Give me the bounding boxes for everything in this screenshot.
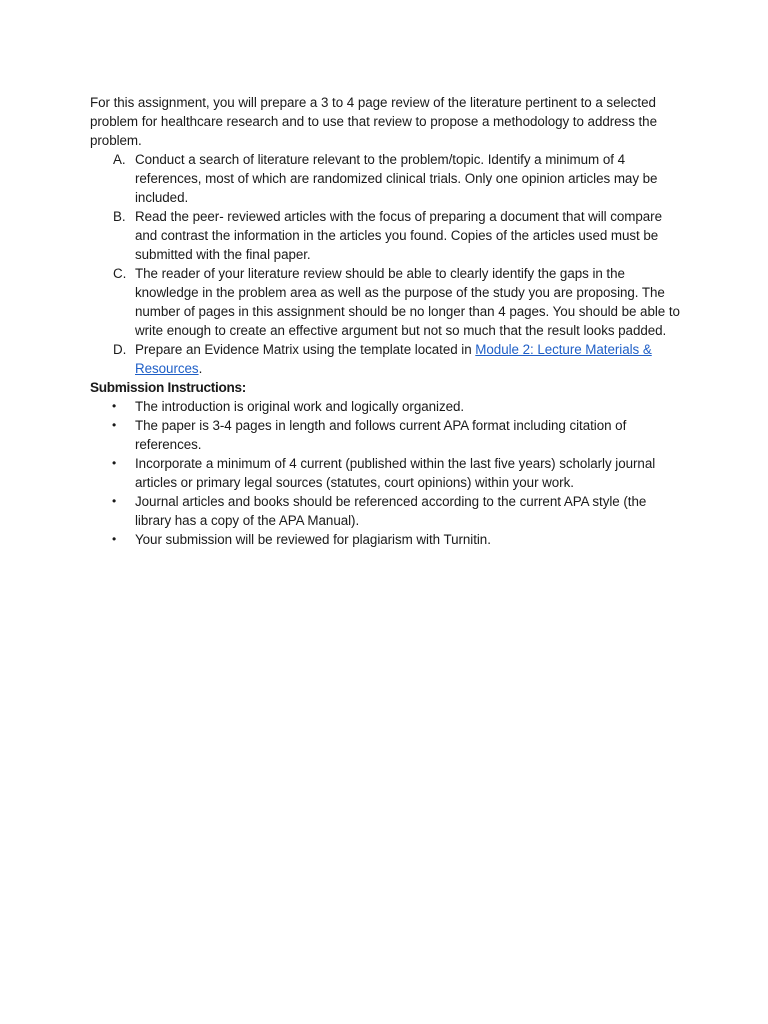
step-text-after-link: . (198, 361, 203, 376)
step-marker: B. (113, 209, 126, 224)
list-item (90, 416, 680, 454)
bullet-icon: • (112, 399, 117, 413)
step-marker: D. (113, 342, 127, 357)
step-text-before-link: Prepare an Evidence Matrix using the template located in (135, 342, 476, 357)
step-marker: A. (113, 152, 126, 167)
list-item-text: Your submission will be reviewed for plagiarism with Turnitin. (135, 532, 491, 547)
submission-instructions-heading: Submission Instructions: (90, 380, 246, 395)
list-item (90, 397, 680, 416)
bullet-icon: • (112, 532, 117, 546)
list-item-text: Incorporate a minimum of 4 current (published within the last five years) scholarly journal articles or primary legal sources (statutes, court opinions) within your work. (135, 456, 656, 490)
list-item-text: The paper is 3-4 pages in length and follows current APA format including citation of references. (135, 418, 627, 452)
step-item-d (90, 340, 680, 378)
bullet-icon: • (112, 494, 117, 508)
list-item (90, 454, 680, 492)
step-item-c (90, 264, 680, 340)
bullet-icon: • (112, 456, 117, 470)
list-item-text: The introduction is original work and logically organized. (135, 399, 465, 414)
submission-instructions-list (90, 397, 680, 549)
document-page (90, 92, 680, 549)
list-item (90, 492, 680, 530)
module-2-resources-link[interactable]: Module 2: Lecture Materials & Resources (135, 342, 652, 376)
step-text: The reader of your literature review should be able to clearly identify the gaps in the knowledge in the problem area as well as the purpose of the study you are proposing. The number of pages in this assignment should be no longer than 4 pages. You should be able to write enough to create an effective argument but not so much that the result looks padded. (135, 266, 680, 338)
assignment-steps-list (90, 150, 680, 378)
step-item-a (90, 150, 680, 207)
bullet-icon: • (112, 418, 117, 432)
step-text: Read the peer- reviewed articles with the focus of preparing a document that will compare and contrast the information in the articles you found. Copies of the articles used must be submitted with the final paper. (135, 209, 662, 262)
intro-paragraph: For this assignment, you will prepare a 3 to 4 page review of the literature pertinent to a selected problem for healthcare research and to use that review to propose a methodology to address the problem. (90, 95, 657, 148)
step-marker: C. (113, 266, 127, 281)
list-item (90, 530, 680, 549)
list-item-text: Journal articles and books should be referenced according to the current APA style (the library has a copy of the APA Manual). (135, 494, 647, 528)
step-item-b (90, 207, 680, 264)
step-text: Conduct a search of literature relevant to the problem/topic. Identify a minimum of 4 references, most of which are randomized clinical trials. Only one opinion articles may be included. (135, 152, 658, 205)
